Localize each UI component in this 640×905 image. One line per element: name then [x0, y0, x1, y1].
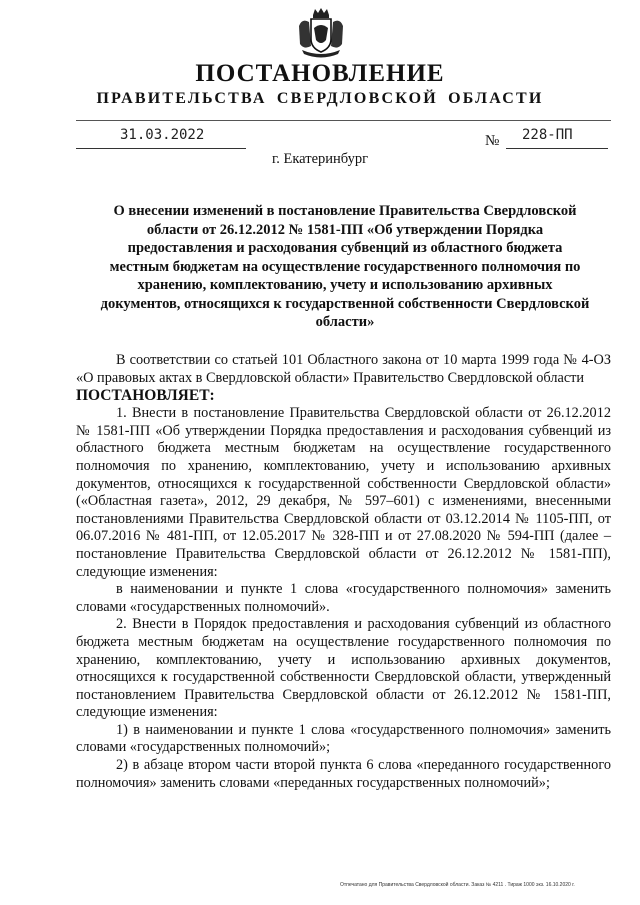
paragraph-2-2: 2) в абзаце втором части второй пункта 6 слова «переданного государственного полномочия» заменить словами «переданных государственных полномочий»;: [76, 757, 611, 791]
header-divider: [76, 120, 611, 121]
coat-of-arms-icon: [296, 6, 346, 58]
paragraph-2-1: 1) в наименовании и пункте 1 слова «государственного полномочия» заменить словами «государственных полномочий»;: [76, 721, 611, 756]
document-body: [76, 352, 611, 792]
document-title: ПОСТАНОВЛЕНИЕ: [195, 60, 445, 87]
document-city: г. Екатеринбург: [271, 151, 369, 167]
intro-paragraph: В соответствии со статьей 101 Областного закона от 10 марта 1999 года № 4-ОЗ «О правовых актах в Свердловской области» Правительство Свердловской области: [76, 352, 611, 386]
document-heading: О внесении изменений в постановление Правительства Свердловской области от 26.12.2012 № 1581-ПП «Об утверждении Порядка предоставления и расходования субвенций из областного бюджета местным бюджетам на осуществление государственного полномочия по хранению, комплектованию, учету и использованию архивных документов, относящихся к государственной собственности Свердловской области»: [100, 203, 590, 330]
date-underline: [76, 148, 246, 149]
paragraph-2: 2. Внести в Порядок предоставления и расходования субвенций из областного бюджета местным бюджетам на осуществление государственного полномочия по хранению, комплектованию, учету и использованию архивных документов, относящихся к государственной собственности Свердловской области, утвержденный постановлением Правительства Свердловской области от 26.12.2012 № 1581-ПП, следующие изменения:: [76, 616, 611, 721]
paragraph-1a: в наименовании и пункте 1 слова «государственного полномочия» заменить словами «государственных полномочий».: [76, 581, 611, 615]
document-date: 31.03.2022: [120, 127, 205, 143]
print-footer: Отпечатано для Правительства Свердловской области. Заказ № 4211 . Тираж 1000 экз. 16.10.2020 г.: [340, 882, 575, 888]
document-subtitle: ПРАВИТЕЛЬСТВА СВЕРДЛОВСКОЙ ОБЛАСТИ: [96, 90, 544, 107]
postanovlyaet-label: ПОСТАНОВЛЯЕТ:: [76, 387, 215, 405]
number-underline: [506, 148, 608, 149]
document-number: 228-ПП: [522, 127, 573, 143]
number-sign: №: [485, 133, 500, 149]
paragraph-1: 1. Внести в постановление Правительства Свердловской области от 26.12.2012 № 1581-ПП «Об утверждении Порядка предоставления и расходования субвенций из областного бюджета местным бюджетам на осуществление государственного полномочия по хранению, комплектованию, учету и использованию архивных документов, относящихся к государственной собственности Свердловской области» («Областная газета», 2012, 29 декабря, № 597–601) с изменениями, внесенными постановлениями Правительства Свердловской области от 03.12.2014 № 1105-ПП, от 06.07.2016 № 481-ПП, от 12.05.2017 № 328-ПП и от 27.08.2020 № 594-ПП (далее – постановление Правительства Свердловской области от 26.12.2012 № 1581-ПП), следующие изменения:: [76, 405, 611, 580]
